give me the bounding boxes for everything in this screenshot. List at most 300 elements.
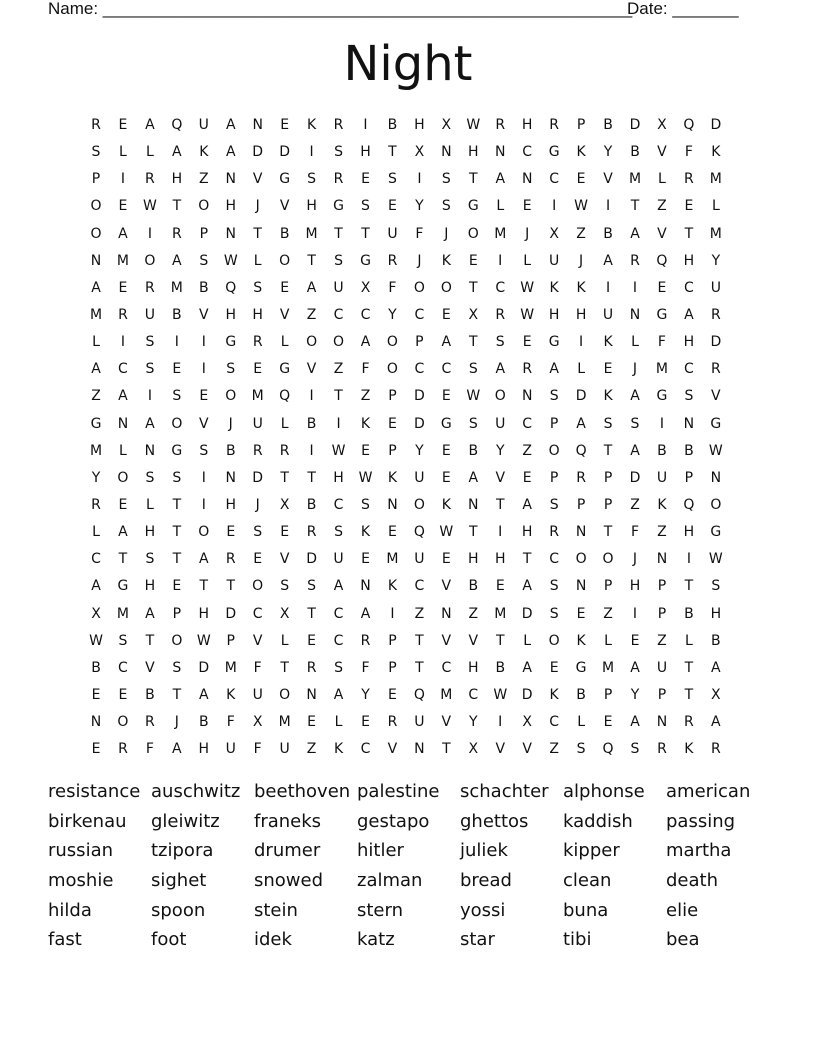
grid-letter: C — [360, 741, 371, 758]
grid-letter: L — [280, 632, 289, 649]
grid-letter: Y — [469, 714, 478, 731]
grid-letter: T — [361, 225, 370, 242]
grid-letter: F — [253, 741, 262, 758]
word-item: spoon — [151, 899, 206, 921]
grid-letter: D — [521, 686, 533, 703]
grid-letter: M — [116, 252, 129, 269]
grid-letter: M — [386, 551, 399, 568]
grid-letter: H — [629, 578, 641, 595]
grid-letter: H — [521, 524, 533, 541]
grid-letter: W — [89, 632, 103, 649]
grid-letter: C — [91, 551, 101, 568]
grid-letter: I — [632, 605, 638, 622]
grid-letter: P — [657, 686, 667, 703]
grid-row — [83, 465, 733, 492]
grid-letter: A — [145, 605, 155, 622]
grid-letter: L — [684, 632, 693, 649]
grid-letter: E — [280, 117, 290, 133]
grid-letter: R — [684, 171, 694, 188]
grid-letter: A — [630, 225, 640, 242]
grid-letter: E — [118, 686, 128, 703]
grid-letter: C — [333, 306, 344, 323]
grid-letter: L — [496, 198, 505, 215]
grid-letter: D — [629, 117, 641, 133]
grid-letter: W — [331, 442, 346, 459]
grid-letter: A — [199, 551, 209, 568]
grid-letter: R — [710, 306, 721, 323]
grid-letter: A — [468, 469, 479, 486]
grid-letter: B — [468, 442, 479, 459]
grid-row — [83, 411, 733, 438]
grid-row — [83, 628, 733, 655]
grid-letter: X — [91, 605, 101, 622]
grid-letter: B — [145, 686, 155, 703]
grid-letter: O — [279, 686, 291, 703]
grid-letter: R — [522, 361, 533, 378]
grid-letter: M — [494, 605, 507, 622]
grid-letter: I — [174, 334, 179, 351]
grid-letter: E — [361, 714, 370, 731]
grid-letter: W — [520, 279, 535, 296]
grid-letter: E — [441, 306, 451, 323]
grid-letter: M — [89, 306, 103, 323]
grid-letter: E — [657, 279, 667, 296]
grid-letter: E — [172, 578, 182, 595]
grid-letter: W — [520, 306, 535, 323]
grid-letter: P — [603, 578, 613, 595]
grid-letter: K — [684, 741, 694, 758]
grid-letter: I — [120, 171, 125, 188]
grid-letter: M — [602, 659, 615, 676]
grid-letter: T — [684, 578, 694, 595]
grid-letter: A — [91, 578, 101, 595]
grid-letter: R — [118, 306, 128, 323]
grid-letter: R — [333, 171, 344, 188]
grid-letter: M — [89, 442, 103, 459]
word-item: juliek — [460, 840, 508, 862]
grid-letter: E — [441, 551, 451, 568]
grid-letter: S — [91, 144, 101, 161]
grid-letter: U — [198, 117, 209, 133]
grid-letter: T — [118, 551, 128, 568]
grid-letter: V — [657, 225, 667, 242]
grid-letter: X — [468, 306, 479, 323]
grid-letter: G — [656, 388, 668, 405]
grid-letter: K — [576, 632, 586, 649]
grid-letter: C — [495, 279, 506, 296]
grid-letter: E — [576, 605, 586, 622]
grid-letter: Z — [414, 605, 425, 622]
grid-letter: V — [279, 551, 290, 568]
grid-letter: N — [414, 741, 425, 758]
grid-letter: P — [415, 334, 424, 351]
grid-letter: D — [414, 388, 425, 405]
grid-letter: K — [441, 496, 451, 513]
grid-letter: E — [441, 469, 451, 486]
grid-letter: A — [576, 415, 586, 432]
grid-letter: B — [387, 117, 398, 133]
grid-letter: J — [255, 198, 260, 215]
grid-letter: O — [386, 361, 398, 378]
grid-letter: S — [145, 361, 155, 378]
grid-letter: Y — [415, 442, 424, 459]
grid-letter: S — [199, 252, 209, 269]
grid-letter: O — [252, 578, 264, 595]
grid-letter: P — [172, 605, 182, 622]
grid-letter: A — [225, 144, 236, 161]
grid-letter: E — [388, 415, 397, 432]
grid-letter: I — [605, 198, 611, 215]
grid-letter: Q — [683, 117, 695, 133]
grid-letter: R — [710, 741, 721, 758]
grid-letter: T — [172, 686, 182, 703]
word-item: tibi — [563, 929, 592, 951]
grid-letter: C — [468, 686, 479, 703]
grid-letter: H — [414, 117, 425, 133]
word-item: birkenau — [48, 810, 127, 832]
grid-letter: S — [576, 741, 586, 758]
grid-letter: A — [145, 117, 155, 133]
word-item: moshie — [48, 870, 114, 892]
grid-letter: F — [226, 714, 235, 731]
grid-letter: R — [145, 714, 155, 731]
grid-letter: U — [252, 415, 263, 432]
grid-letter: B — [576, 686, 586, 703]
grid-letter: O — [90, 225, 102, 242]
grid-letter: B — [172, 306, 182, 323]
word-item: foot — [151, 929, 187, 951]
grid-letter: K — [360, 524, 371, 541]
grid-letter: H — [548, 306, 560, 323]
grid-letter: V — [279, 306, 290, 323]
grid-row — [83, 356, 733, 383]
grid-letter: H — [468, 551, 479, 568]
grid-letter: E — [118, 496, 128, 513]
grid-letter: E — [441, 442, 451, 459]
grid-letter: L — [119, 144, 127, 161]
grid-letter: E — [91, 686, 101, 703]
grid-letter: L — [145, 496, 154, 513]
grid-letter: S — [549, 578, 559, 595]
grid-letter: B — [603, 117, 613, 133]
grid-letter: U — [333, 279, 344, 296]
grid-letter: S — [280, 578, 290, 595]
grid-letter: U — [710, 279, 721, 296]
grid-letter: S — [711, 578, 721, 595]
grid-letter: N — [521, 171, 533, 188]
grid-letter: S — [145, 551, 155, 568]
grid-letter: O — [548, 632, 560, 649]
grid-letter: N — [306, 686, 317, 703]
grid-row — [83, 329, 733, 356]
grid-letter: E — [441, 388, 451, 405]
word-item: martha — [666, 840, 732, 862]
grid-letter: W — [223, 252, 238, 269]
grid-letter: N — [90, 714, 102, 731]
grid-letter: N — [90, 252, 102, 269]
grid-letter: V — [199, 415, 209, 432]
name-field-label: Name: ________________________________________________________ — [48, 0, 633, 18]
grid-letter: O — [467, 225, 479, 242]
grid-letter: O — [90, 198, 102, 215]
grid-letter: K — [657, 496, 667, 513]
grid-letter: Q — [413, 524, 425, 541]
grid-letter: I — [498, 524, 503, 541]
grid-letter: T — [145, 632, 155, 649]
grid-letter: F — [684, 144, 693, 161]
word-row — [48, 837, 768, 867]
grid-letter: O — [548, 442, 560, 459]
grid-letter: R — [387, 252, 398, 269]
word-item: clean — [563, 870, 612, 892]
grid-letter: T — [280, 659, 289, 676]
grid-letter: L — [577, 361, 585, 378]
grid-row — [83, 302, 733, 329]
grid-letter: D — [279, 144, 291, 161]
grid-letter: A — [630, 714, 640, 731]
grid-letter: U — [549, 252, 560, 269]
grid-letter: C — [522, 415, 533, 432]
grid-letter: N — [468, 496, 479, 513]
grid-letter: O — [171, 632, 183, 649]
grid-letter: O — [171, 415, 183, 432]
grid-letter: A — [360, 334, 371, 351]
word-item: fast — [48, 929, 82, 951]
grid-letter: R — [360, 632, 371, 649]
grid-letter: X — [252, 714, 263, 731]
grid-letter: A — [118, 524, 128, 541]
grid-letter: Z — [657, 632, 667, 649]
grid-letter: J — [579, 252, 584, 269]
grid-letter: R — [171, 225, 182, 242]
grid-letter: K — [199, 144, 209, 161]
grid-letter: H — [225, 496, 237, 513]
grid-letter: Q — [575, 442, 587, 459]
grid-letter: H — [225, 198, 237, 215]
grid-letter: X — [441, 117, 452, 133]
grid-letter: J — [525, 225, 530, 242]
grid-letter: D — [225, 605, 237, 622]
grid-letter: B — [225, 442, 236, 459]
grid-letter: A — [630, 442, 640, 459]
grid-letter: W — [142, 198, 157, 215]
grid-letter: C — [549, 171, 560, 188]
grid-letter: E — [280, 524, 290, 541]
word-item: bea — [666, 929, 700, 951]
grid-letter: G — [171, 442, 183, 459]
grid-letter: L — [280, 334, 289, 351]
grid-letter: G — [279, 171, 291, 188]
grid-letter: T — [172, 524, 182, 541]
grid-letter: L — [92, 524, 100, 541]
grid-letter: A — [91, 361, 101, 378]
grid-letter: A — [333, 578, 344, 595]
grid-letter: S — [495, 334, 505, 351]
grid-letter: Q — [413, 686, 425, 703]
grid-letter: R — [306, 659, 317, 676]
grid-letter: R — [225, 551, 236, 568]
grid-letter: R — [495, 306, 506, 323]
grid-letter: H — [575, 306, 587, 323]
grid-letter: I — [147, 388, 152, 405]
grid-letter: N — [225, 225, 236, 242]
grid-letter: I — [659, 415, 664, 432]
grid-letter: T — [495, 632, 505, 649]
grid-letter: E — [361, 442, 370, 459]
grid-letter: P — [549, 415, 559, 432]
grid-letter: P — [91, 171, 101, 188]
grid-letter: S — [603, 415, 613, 432]
grid-letter: V — [387, 741, 398, 758]
grid-letter: M — [278, 714, 291, 731]
grid-letter: H — [171, 171, 183, 188]
grid-letter: O — [413, 279, 425, 296]
grid-letter: B — [468, 578, 479, 595]
grid-letter: S — [334, 252, 343, 269]
grid-letter: H — [333, 469, 344, 486]
grid-letter: Z — [522, 442, 532, 459]
grid-letter: N — [117, 415, 129, 432]
word-item: american — [666, 781, 751, 802]
word-item: stein — [254, 899, 298, 921]
grid-letter: R — [630, 252, 640, 269]
grid-letter: H — [468, 659, 479, 676]
grid-letter: S — [172, 659, 182, 676]
grid-letter: U — [414, 469, 425, 486]
grid-letter: B — [630, 144, 640, 161]
grid-letter: H — [468, 144, 479, 161]
grid-letter: I — [120, 334, 125, 351]
grid-letter: E — [522, 198, 532, 215]
grid-letter: S — [172, 388, 182, 405]
grid-letter: P — [388, 388, 397, 405]
grid-letter: Z — [657, 524, 667, 541]
grid-letter: U — [144, 306, 156, 323]
grid-letter: K — [576, 144, 586, 161]
grid-letter: K — [549, 686, 559, 703]
date-field-label: Date: _______ — [627, 0, 739, 18]
grid-letter: T — [307, 252, 316, 269]
grid-letter: H — [198, 741, 210, 758]
grid-letter: N — [575, 524, 587, 541]
grid-letter: N — [387, 496, 398, 513]
word-item: resistance — [48, 781, 141, 802]
grid-letter: H — [683, 524, 695, 541]
word-row — [48, 867, 768, 897]
grid-letter: R — [549, 524, 559, 541]
grid-letter: H — [198, 605, 210, 622]
grid-letter: W — [574, 198, 589, 215]
grid-letter: B — [684, 442, 694, 459]
grid-letter: O — [198, 198, 210, 215]
grid-letter: S — [684, 388, 694, 405]
grid-letter: N — [441, 605, 452, 622]
grid-letter: G — [710, 415, 722, 432]
grid-letter: O — [494, 388, 506, 405]
grid-letter: S — [307, 578, 317, 595]
grid-letter: K — [441, 252, 451, 269]
grid-letter: X — [468, 741, 479, 758]
grid-letter: T — [469, 171, 478, 188]
grid-letter: E — [468, 252, 478, 269]
grid-letter: E — [388, 524, 397, 541]
grid-letter: S — [307, 171, 317, 188]
word-item: katz — [357, 929, 395, 951]
grid-letter: A — [118, 388, 128, 405]
grid-letter: N — [656, 714, 668, 731]
grid-letter: I — [686, 551, 691, 568]
grid-letter: Y — [630, 686, 640, 703]
grid-letter: B — [657, 442, 667, 459]
grid-letter: C — [441, 361, 452, 378]
word-item: idek — [254, 929, 292, 951]
grid-letter: P — [576, 496, 586, 513]
grid-row — [83, 682, 733, 709]
grid-letter: G — [440, 415, 452, 432]
grid-letter: V — [441, 714, 452, 731]
grid-letter: J — [417, 252, 422, 269]
word-item: star — [460, 929, 495, 951]
grid-letter: C — [684, 279, 694, 296]
grid-letter: P — [657, 605, 667, 622]
grid-letter: A — [118, 225, 128, 242]
grid-row — [83, 601, 733, 628]
grid-row — [83, 655, 733, 682]
grid-letter: D — [252, 469, 264, 486]
word-item: elie — [666, 899, 699, 921]
grid-letter: W — [708, 442, 723, 459]
grid-letter: G — [656, 306, 668, 323]
grid-row — [83, 112, 733, 139]
grid-letter: P — [199, 225, 209, 242]
grid-row — [83, 546, 733, 573]
grid-letter: R — [495, 117, 506, 133]
grid-letter: S — [118, 632, 128, 649]
grid-row — [83, 492, 733, 519]
grid-letter: A — [684, 306, 694, 323]
grid-letter: X — [711, 686, 721, 703]
grid-letter: A — [630, 659, 640, 676]
grid-letter: U — [333, 551, 344, 568]
grid-letter: E — [199, 388, 209, 405]
grid-letter: R — [684, 714, 694, 731]
grid-letter: B — [198, 714, 209, 731]
grid-letter: C — [252, 605, 263, 622]
grid-letter: T — [415, 659, 424, 676]
word-item: kaddish — [563, 810, 633, 832]
word-item: auschwitz — [151, 781, 241, 802]
grid-letter: Z — [199, 171, 209, 188]
grid-letter: R — [333, 117, 344, 133]
grid-letter: Q — [656, 252, 668, 269]
grid-letter: N — [360, 578, 371, 595]
grid-letter: A — [522, 496, 532, 513]
grid-letter: E — [118, 279, 128, 296]
grid-letter: S — [334, 144, 343, 161]
grid-letter: W — [466, 117, 481, 133]
grid-letter: X — [279, 496, 290, 513]
grid-letter: L — [119, 442, 127, 459]
grid-letter: P — [684, 469, 694, 486]
grid-letter: S — [468, 415, 478, 432]
grid-letter: T — [522, 551, 532, 568]
grid-letter: I — [201, 469, 206, 486]
grid-letter: I — [605, 279, 611, 296]
grid-letter: C — [414, 578, 425, 595]
grid-letter: T — [280, 469, 289, 486]
grid-letter: E — [253, 551, 263, 568]
grid-letter: G — [575, 659, 587, 676]
